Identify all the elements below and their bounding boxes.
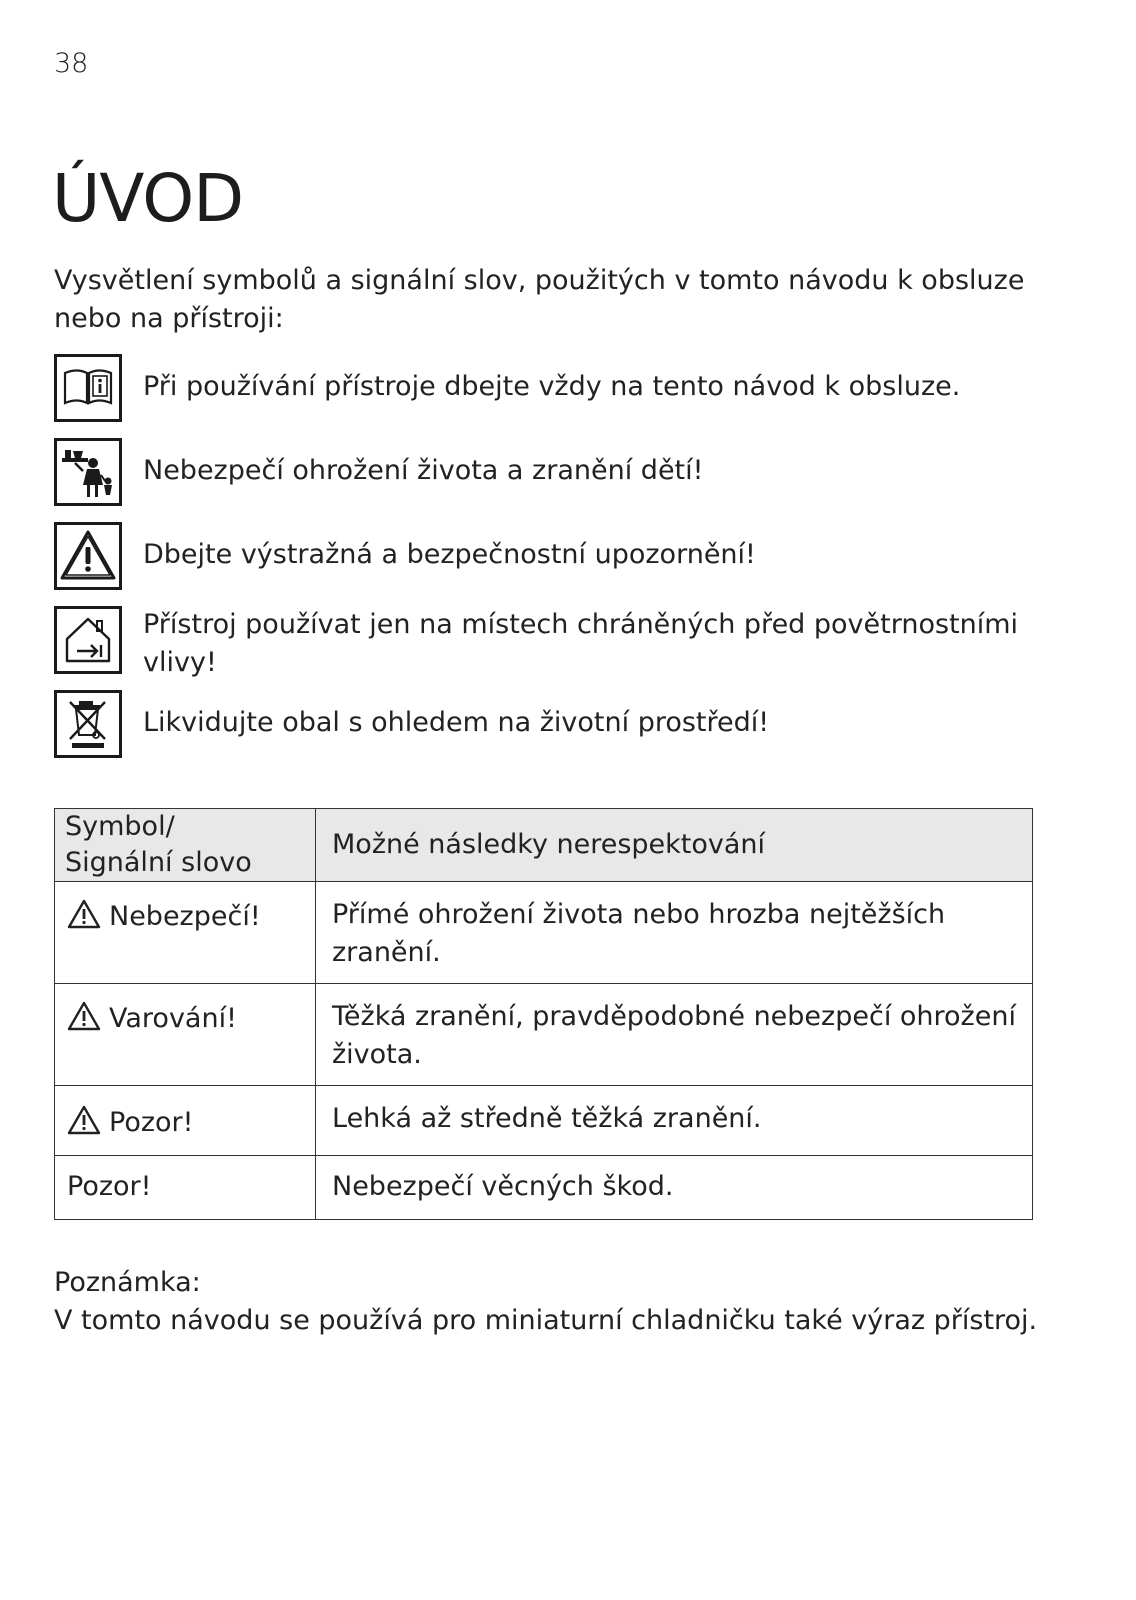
manual-info-icon	[54, 354, 122, 422]
table-header-consequences: Možné následky nerespektování	[316, 809, 1033, 882]
note	[54, 1264, 1094, 1340]
symbol-row-disposal	[54, 690, 1054, 774]
table-header-row	[55, 809, 1033, 882]
warning-triangle-icon	[67, 1105, 101, 1135]
symbol-text: Nebezpečí ohrožení života a zranění dětí!	[143, 455, 704, 486]
warning-triangle-icon	[54, 522, 122, 590]
indoor-use-icon	[54, 606, 122, 674]
note-label: Poznámka:	[54, 1267, 201, 1298]
symbol-text: Likvidujte obal s ohledem na životní prostředí!	[143, 707, 770, 738]
signal-word: Pozor!	[109, 1107, 194, 1138]
crossed-bin-icon	[54, 690, 122, 758]
table-cell-signal	[55, 1086, 316, 1156]
warning-triangle-icon	[67, 899, 101, 929]
symbol-row-manual	[54, 354, 1054, 438]
signal-word: Pozor!	[67, 1171, 152, 1202]
table-cell-meaning: Lehká až středně těžká zranění.	[316, 1086, 1033, 1156]
table-header-symbol	[55, 809, 316, 882]
table-row	[55, 1156, 1033, 1220]
table-row	[55, 882, 1033, 984]
table-row	[55, 984, 1033, 1086]
symbol-row-indoor-use	[54, 606, 1054, 690]
signal-word: Varování!	[109, 1003, 237, 1034]
symbol-row-warning	[54, 522, 1054, 606]
table-cell-signal	[55, 984, 316, 1086]
intro-text: Vysvětlení symbolů a signální slov, použitých v tomto návodu k obsluze nebo na přístroji:	[54, 265, 1025, 334]
table-row	[55, 1086, 1033, 1156]
signal-word: Nebezpečí!	[109, 901, 261, 932]
header-symbol-line2: Signální slovo	[65, 847, 252, 878]
symbol-list	[54, 354, 1054, 774]
symbol-row-child-danger	[54, 438, 1054, 522]
table-cell-meaning: Těžká zranění, pravděpodobné nebezpečí ohrožení života.	[316, 984, 1033, 1086]
page-number: 38	[54, 48, 89, 79]
note-text: V tomto návodu se používá pro miniaturní chladničku také výraz přístroj.	[54, 1305, 1038, 1336]
symbol-text: Při používání přístroje dbejte vždy na tento návod k obsluze.	[143, 371, 961, 402]
symbol-text: Dbejte výstražná a bezpečnostní upozornění!	[143, 539, 756, 570]
child-danger-icon	[54, 438, 122, 506]
table-cell-signal	[55, 882, 316, 984]
signal-words-table	[54, 808, 1033, 1220]
warning-triangle-icon	[67, 1001, 101, 1031]
header-symbol-line1: Symbol/	[65, 811, 175, 842]
symbol-text: Přístroj používat jen na místech chráněných před povětrnostními vlivy!	[143, 609, 1019, 678]
table-cell-signal	[55, 1156, 316, 1220]
page-title: ÚVOD	[52, 160, 244, 237]
table-cell-meaning: Nebezpečí věcných škod.	[316, 1156, 1033, 1220]
table-cell-meaning: Přímé ohrožení života nebo hrozba nejtěžších zranění.	[316, 882, 1033, 984]
